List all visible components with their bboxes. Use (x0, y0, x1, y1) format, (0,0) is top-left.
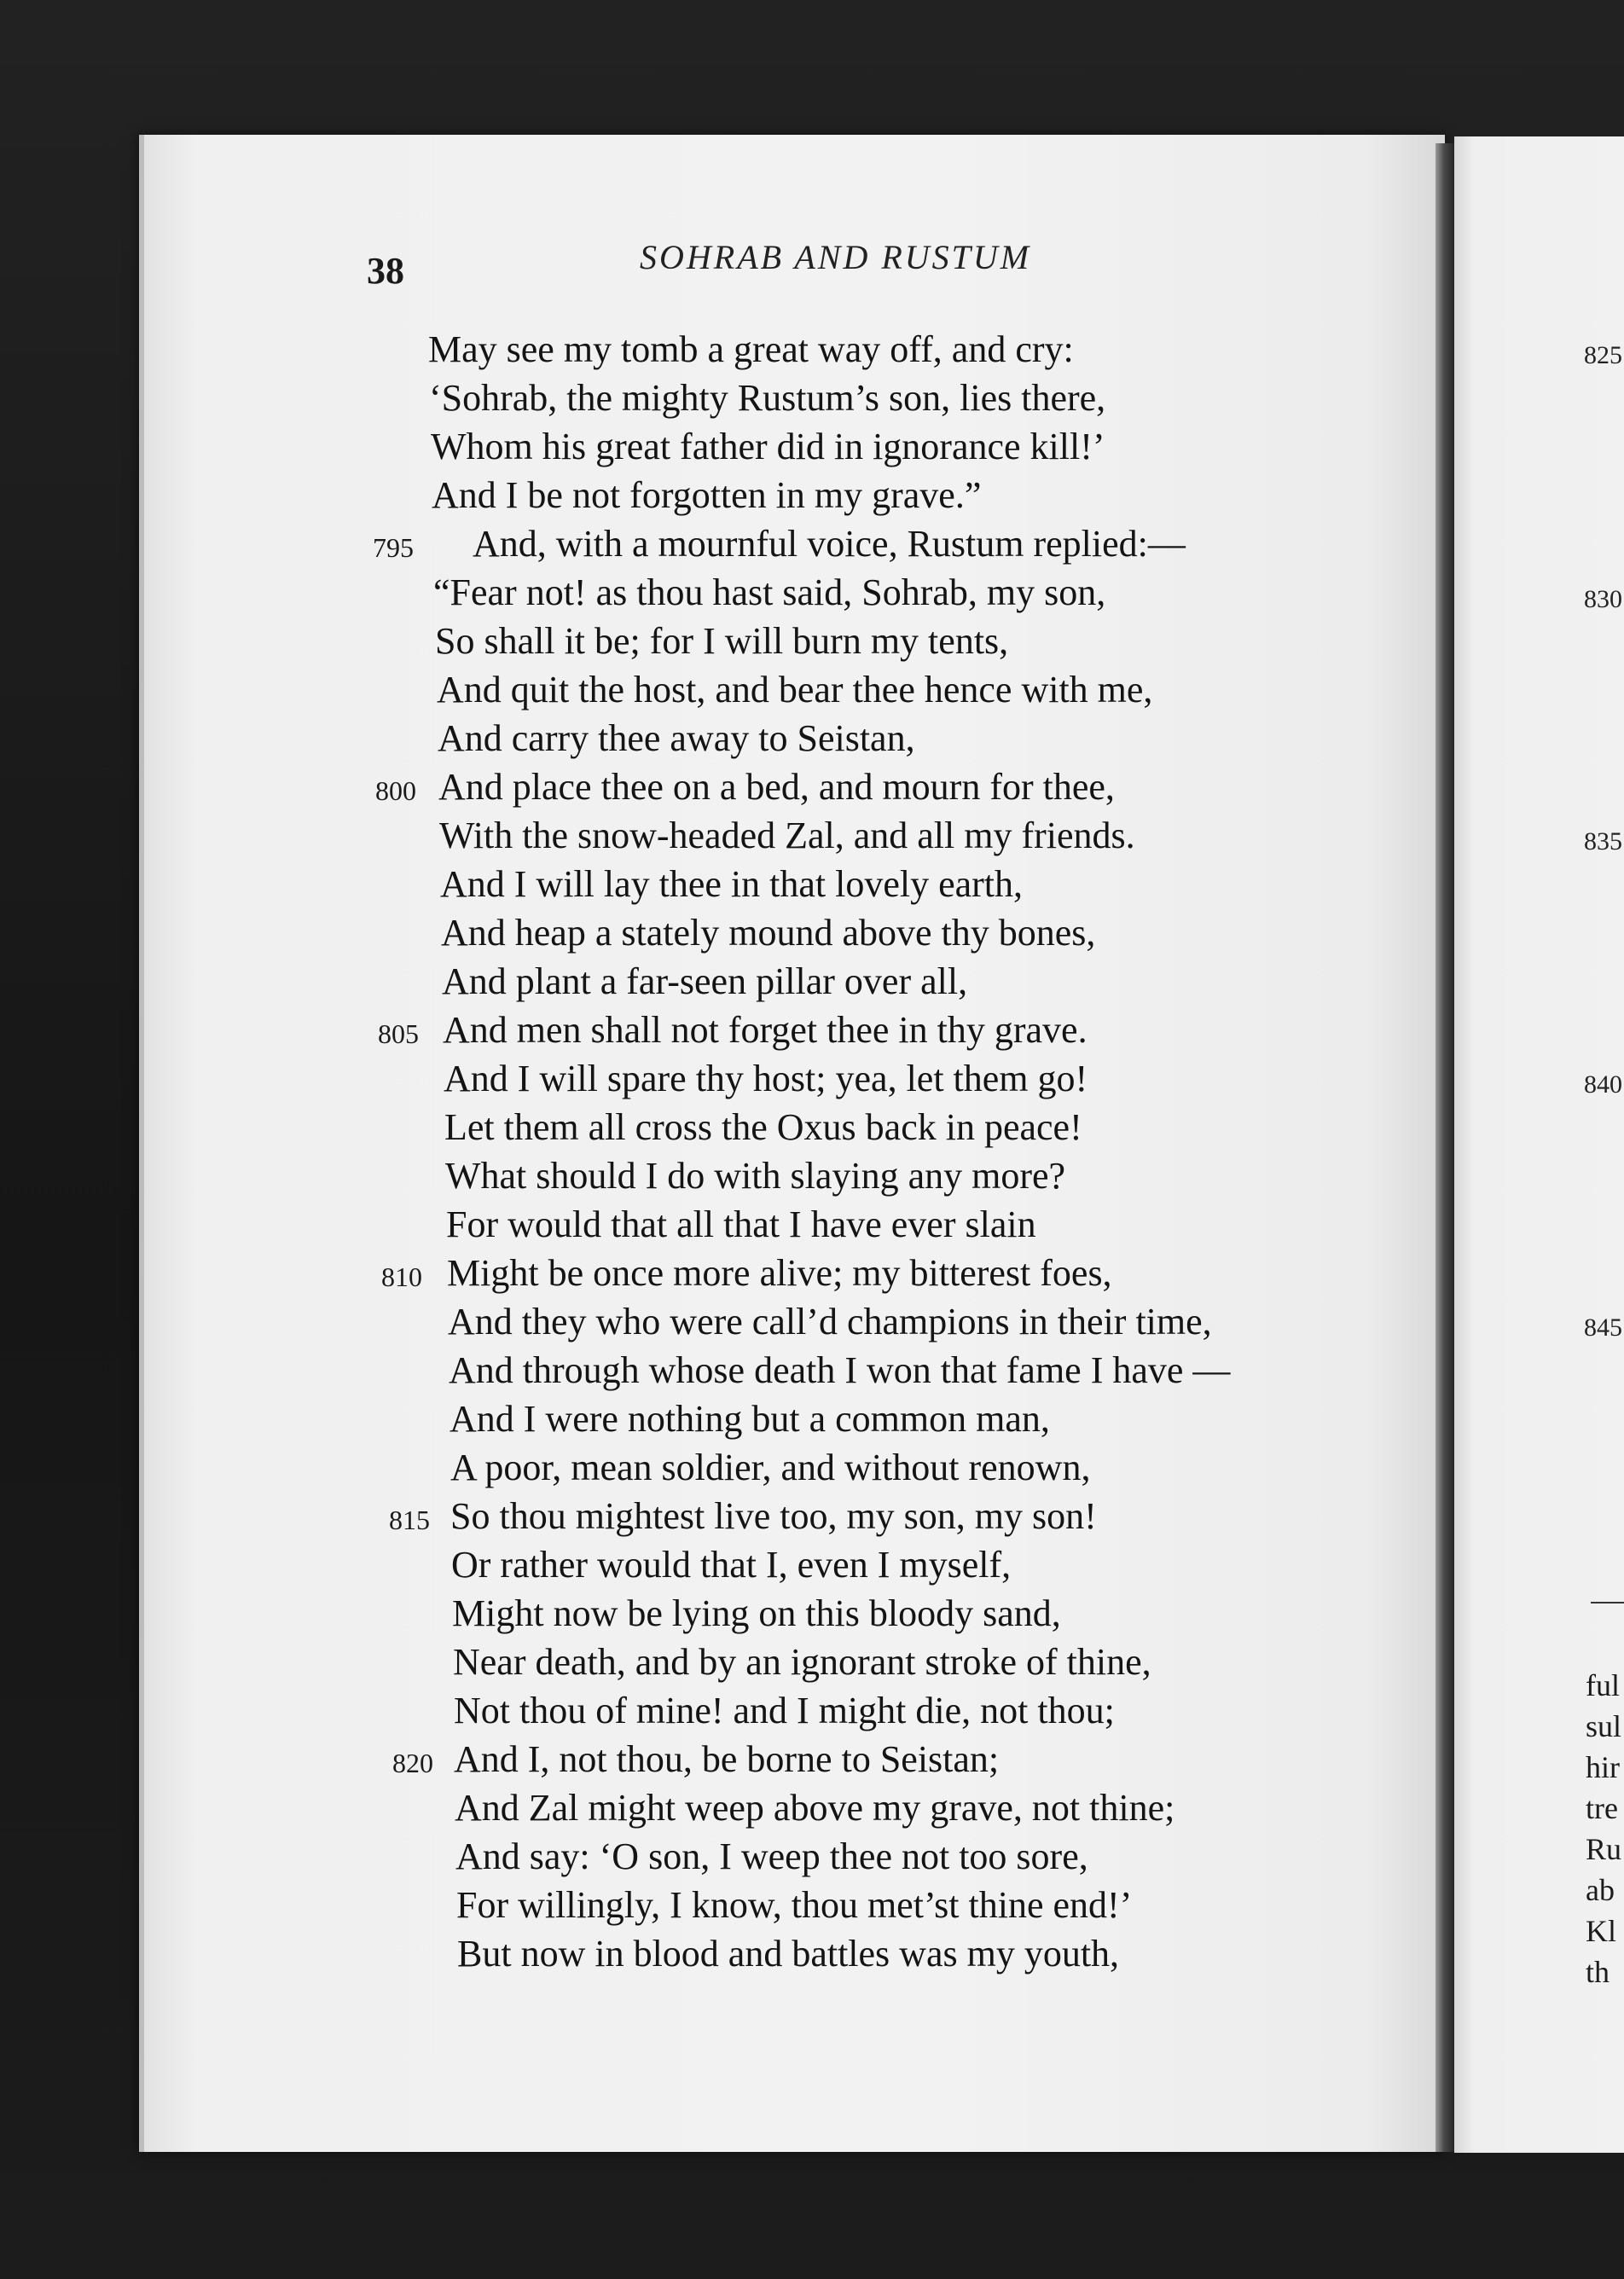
poem-line: And I, not thou, be borne to Seistan; (454, 1738, 1000, 1780)
poem-line: And quit the host, and bear thee hence with me, (437, 669, 1153, 710)
poem-line: And heap a stately mound above thy bones, (441, 912, 1096, 954)
line-number: 795 (373, 532, 414, 563)
line-number: 800 (375, 775, 416, 806)
facing-line-number: 830 (1584, 585, 1622, 613)
book-spine (1436, 143, 1454, 2152)
poem-line: So thou mightest live too, my son, my son! (450, 1495, 1097, 1537)
book-page-right (1454, 136, 1624, 2153)
facing-footnote-rule (1591, 1602, 1624, 1603)
page-title: SOHRAB AND RUSTUM (640, 238, 1032, 276)
facing-fragment: hir (1586, 1750, 1620, 1784)
line-number: 820 (392, 1748, 433, 1778)
poem-line: And place thee on a bed, and mourn for thee, (438, 766, 1115, 808)
facing-fragment: Ru (1586, 1832, 1622, 1866)
poem-line: ‘Sohrab, the mighty Rustum’s son, lies there, (429, 377, 1106, 419)
poem-line: “Fear not! as thou hast said, Sohrab, my son, (433, 571, 1106, 613)
poem-line: But now in blood and battles was my youth, (457, 1933, 1120, 1975)
poem-line: And I be not forgotten in my grave.” (432, 474, 982, 516)
poem-line: May see my tomb a great way off, and cry: (428, 328, 1074, 370)
facing-line-number: 840 (1584, 1070, 1622, 1099)
line-number: 810 (381, 1261, 422, 1292)
page-number: 38 (367, 250, 404, 292)
facing-line-number: 825 (1584, 341, 1622, 369)
facing-fragment: Kl (1586, 1914, 1616, 1948)
line-number: 805 (378, 1018, 419, 1049)
poem-line: And I will lay thee in that lovely earth, (440, 863, 1024, 905)
poem-line: Or rather would that I, even I myself, (451, 1544, 1012, 1586)
poem-line: And carry thee away to Seistan, (438, 717, 915, 759)
facing-line-number: 845 (1584, 1313, 1622, 1342)
poem-line: With the snow-headed Zal, and all my friends. (439, 815, 1135, 856)
facing-fragment: th (1586, 1955, 1610, 1989)
running-head (367, 230, 1220, 290)
facing-fragment: ab (1586, 1873, 1615, 1907)
poem-line: Let them all cross the Oxus back in peace! (444, 1106, 1082, 1148)
poem-line: And I were nothing but a common man, (450, 1398, 1050, 1440)
poem-line: Might be once more alive; my bitterest foes, (447, 1252, 1112, 1294)
poem-line: For would that all that I have ever slain (446, 1203, 1036, 1245)
poem-line: Not thou of mine! and I might die, not thou; (454, 1690, 1115, 1731)
poem-line: And, with a mournful voice, Rustum replied:— (473, 523, 1186, 565)
poem-line: Near death, and by an ignorant stroke of thine, (453, 1641, 1151, 1683)
poem-line: And say: ‘O son, I weep thee not too sore, (455, 1835, 1088, 1877)
poem-line: Might now be lying on this bloody sand, (452, 1592, 1061, 1634)
poem-line: And men shall not forget thee in thy grave. (443, 1009, 1088, 1051)
poem-line: What should I do with slaying any more? (445, 1155, 1066, 1197)
poem-line: So shall it be; for I will burn my tents, (435, 620, 1009, 662)
poem-line: For willingly, I know, thou met’st thine end!’ (456, 1884, 1133, 1926)
line-number: 815 (389, 1505, 430, 1535)
facing-fragment: ful (1586, 1668, 1620, 1702)
poem-line: Whom his great father did in ignorance kill!’ (431, 426, 1105, 467)
facing-fragment: tre (1586, 1791, 1618, 1825)
poem-line: A poor, mean soldier, and without renown, (450, 1447, 1091, 1488)
poem-line: And plant a far-seen pillar over all, (442, 960, 968, 1002)
poem-line: And they who were call’d champions in their time, (448, 1301, 1212, 1342)
poem-line: And through whose death I won that fame I have — (449, 1349, 1231, 1391)
facing-fragment: sul (1586, 1709, 1622, 1743)
facing-line-number: 835 (1584, 827, 1622, 855)
poem-line: And I will spare thy host; yea, let them go! (444, 1058, 1088, 1099)
poem-line: And Zal might weep above my grave, not thine; (455, 1787, 1175, 1829)
